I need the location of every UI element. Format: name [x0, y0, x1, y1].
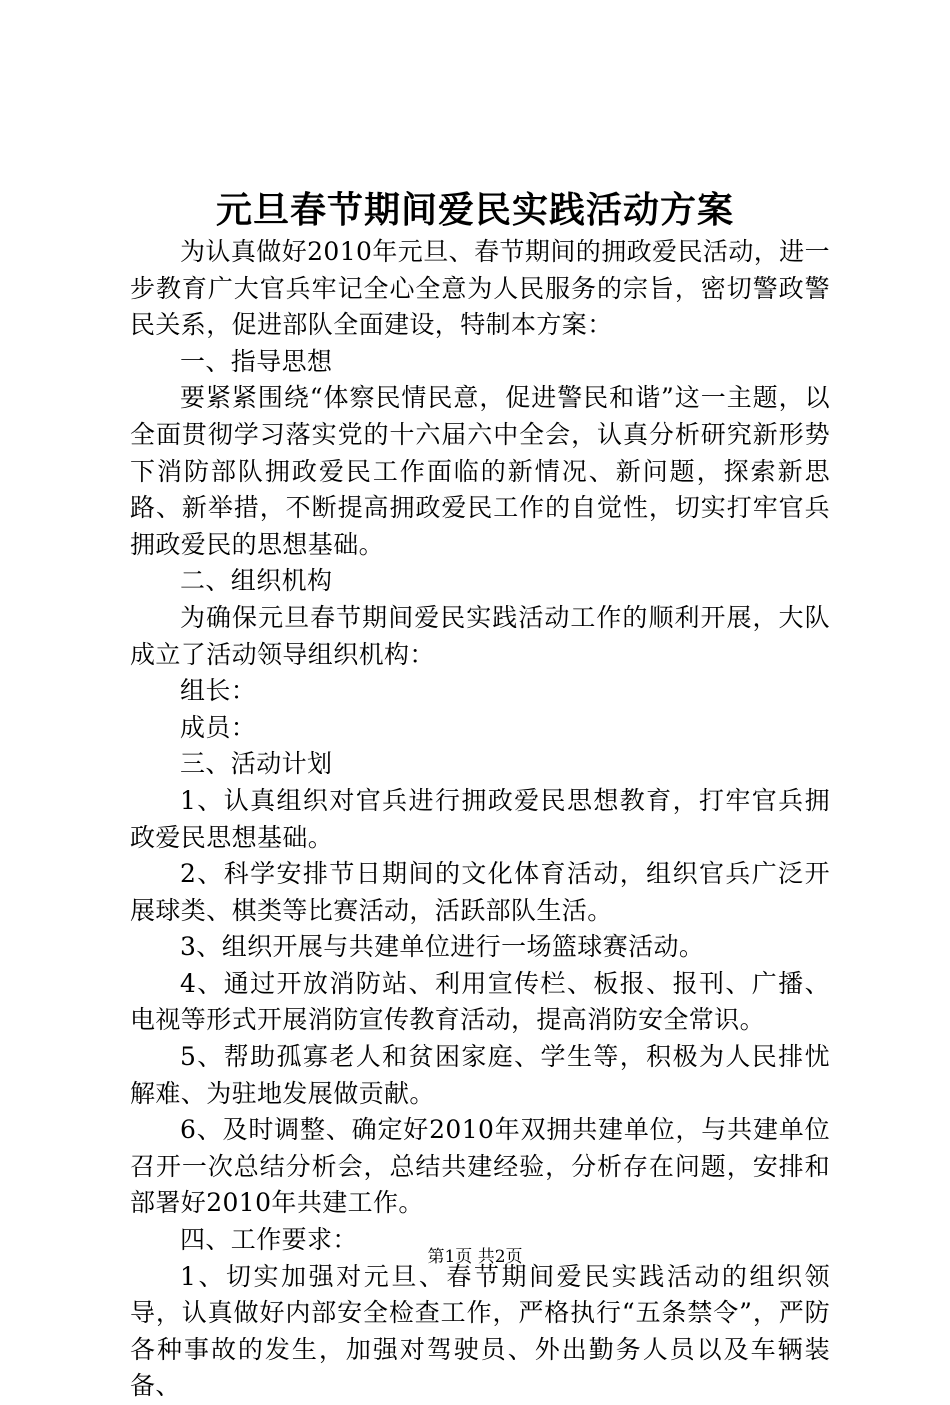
- plan-item-4: 4、通过开放消防站、利用宣传栏、板报、报刊、广播、电视等形式开展消防宣传教育活动，提高消防安全常识。: [130, 968, 830, 1035]
- plan-item-3: 3、组织开展与共建单位进行一场篮球赛活动。: [180, 932, 705, 962]
- section-heading-activity-plan: 三、活动计划: [180, 749, 333, 779]
- section-heading-work-requirements: 四、工作要求：: [180, 1225, 358, 1255]
- section-heading-organization: 二、组织机构: [180, 566, 333, 596]
- document-title: 元旦春节期间爱民实践活动方案: [215, 189, 734, 231]
- plan-item-5: 5、帮助孤寡老人和贫困家庭、学生等，积极为人民排忧解难、为驻地发展做贡献。: [130, 1042, 830, 1108]
- paragraph-organization: 为确保元旦春节期间爱民实践活动工作的顺利开展，大队成立了活动领导组织机构：: [130, 602, 830, 669]
- paragraph-intro: 为认真做好2010年元旦、春节期间的拥政爱民活动，进一步教育广大官兵牢记全心全意为人民服务的宗旨，密切警政警民关系，促进部队全面建设，特制本方案：: [130, 237, 830, 340]
- plan-item-2: 2、科学安排节日期间的文化体育活动，组织官兵广泛开展球类、棋类等比赛活动，活跃部队生活。: [130, 859, 830, 925]
- members-line: 成员：: [180, 712, 257, 742]
- requirement-item-1: 1、切实加强对元旦、春节期间爱民实践活动的组织领导，认真做好内部安全检查工作，严格执行“五条禁令”，严防各种事故的发生，加强对驾驶员、外出勤务人员以及车辆装备、: [130, 1261, 830, 1401]
- section-heading-guiding-thought: 一、指导思想: [180, 346, 333, 376]
- plan-item-1: 1、认真组织对官兵进行拥政爱民思想教育，打牢官兵拥政爱民思想基础。: [130, 785, 830, 852]
- document-body: [130, 234, 830, 1405]
- paragraph-guiding-thought: 要紧紧围绕“体察民情民意，促进警民和谐”这一主题，以全面贯彻学习落实党的十六届六中全会，认真分析研究新形势下消防部队拥政爱民工作面临的新情况、新问题，探索新思路、新举措，不断提高拥政爱民工作的自觉性，切实打牢官兵拥政爱民的思想基础。: [130, 383, 830, 559]
- page-footer: 第1页 共2页: [427, 1247, 523, 1267]
- group-leader-line: 组长：: [180, 676, 257, 706]
- plan-item-6: 6、及时调整、确定好2010年双拥共建单位，与共建单位召开一次总结分析会，总结共建经验，分析存在问题，安排和部署好2010年共建工作。: [130, 1115, 830, 1218]
